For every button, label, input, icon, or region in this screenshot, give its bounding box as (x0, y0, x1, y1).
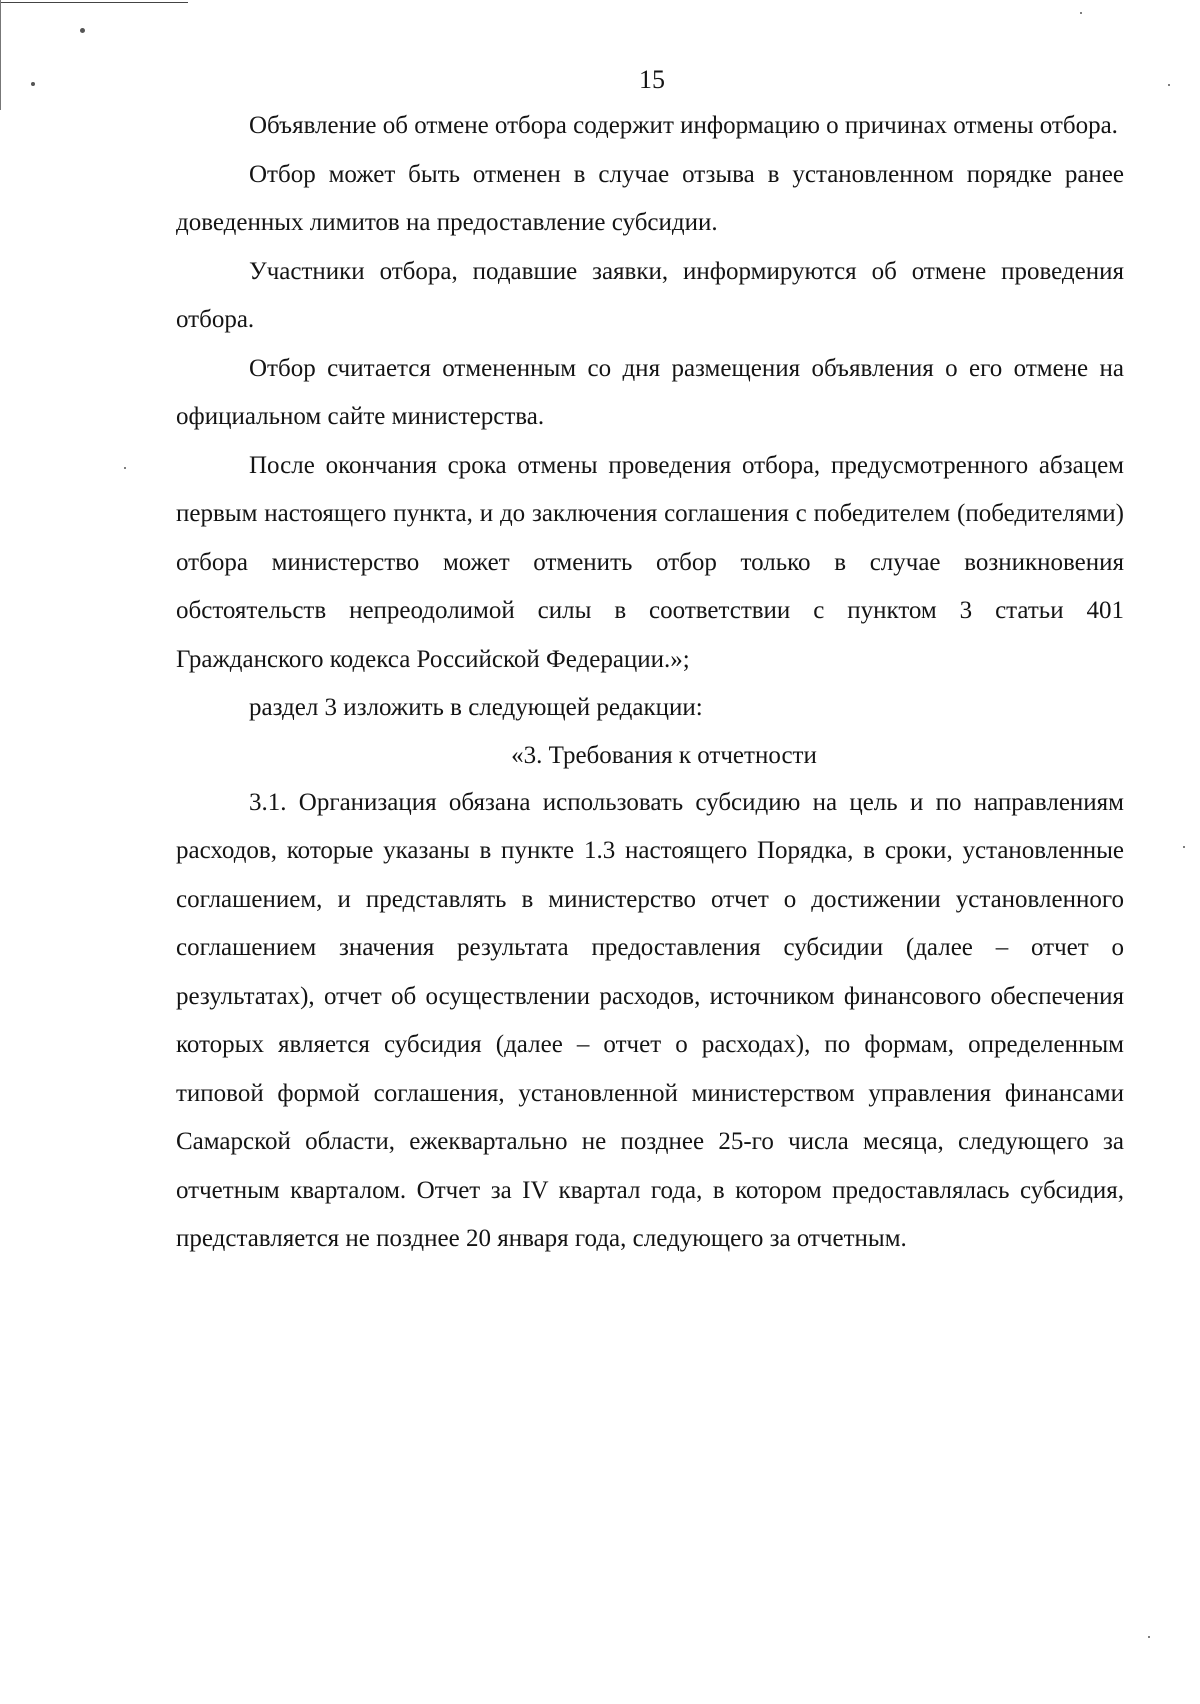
scan-speck (1148, 1636, 1150, 1638)
amendment-instruction: раздел 3 изложить в следующей редакции: (249, 694, 703, 721)
scan-speck (80, 28, 85, 33)
scan-speck (1080, 12, 1082, 14)
paragraph: Отбор считается отмененным со дня размещения объявления о его отмене на официальном сайте министерства. (176, 354, 1124, 430)
scan-speck (124, 467, 126, 469)
paragraph: Отбор может быть отменен в случае отзыва в установленном порядке ранее доведенных лимитов на предоставление субсидии. (176, 160, 1124, 236)
scan-speck (1183, 846, 1185, 848)
paragraph: После окончания срока отмены проведения отбора, предусмотренного абзацем первым настоящего пункта, и до заключения соглашения с победителем (победителями) отбора министерство может отменить отбор только в случае возникновения обстоятельств непреодолимой силы в соответствии с пунктом 3 статьи 401 Гражданского кодекса Российской Федерации.»; (176, 451, 1124, 673)
paragraph: 3.1. Организация обязана использовать субсидию на цель и по направлениям расходов, которые указаны в пункте 1.3 настоящего Порядка, в сроки, установленные соглашением, и представлять в министерство отчет о достижении установленного соглашением значения результата предоставления субсидии (далее – отчет о результатах), отчет об осуществлении расходов, источником финансового обеспечения которых является субсидия (далее – отчет о расходах), по формам, определенным типовой формой соглашения, установленной министерством управления финансами Самарской области, ежеквартально не позднее 25-го числа месяца, следующего за отчетным кварталом. Отчет за IV квартал года, в котором предоставлялась субсидия, представляется не позднее 20 января года, следующего за отчетным. (176, 788, 1124, 1252)
document-body (176, 102, 1124, 1264)
section-heading: «3. Требования к отчетности (511, 741, 817, 769)
scan-edge-line (0, 2, 188, 3)
paragraph: Объявление об отмене отбора содержит информацию о причинах отмены отбора. (249, 112, 1118, 139)
paragraph: Участники отбора, подавшие заявки, информируются об отмене проведения отбора. (176, 257, 1124, 333)
page-number: 15 (639, 65, 665, 94)
